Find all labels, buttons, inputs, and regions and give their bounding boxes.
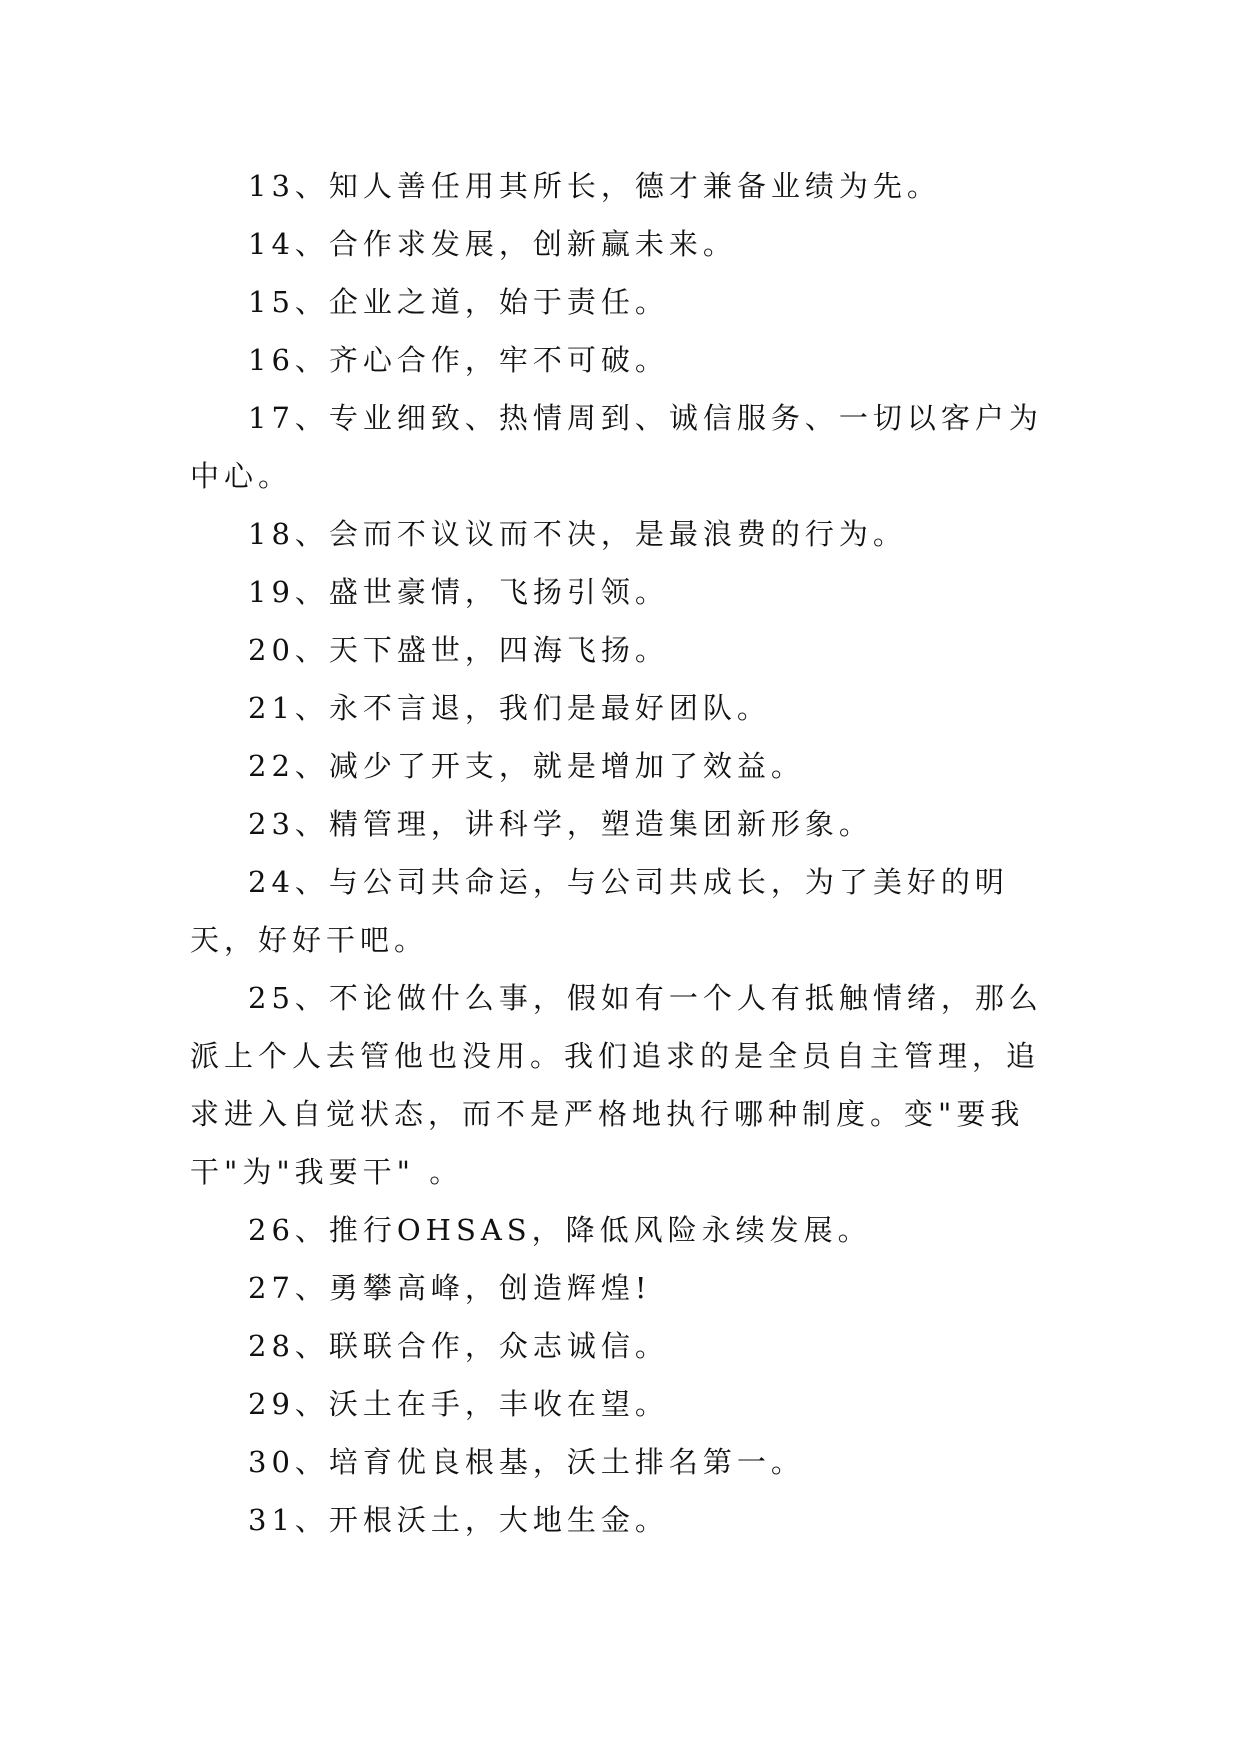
slogan-16: 16、齐心合作，牢不可破。 [248,343,669,377]
slogan-22: 22、减少了开支，就是增加了效益。 [248,749,805,783]
slogan-26: 26、推行OHSAS，降低风险永续发展。 [248,1213,872,1247]
slogan-24: 24、与公司共命运，与公司共成长，为了美好的明天，好好干吧。 [190,865,1009,957]
slogan-20: 20、天下盛世，四海飞扬。 [248,633,669,667]
slogan-14: 14、合作求发展，创新赢未来。 [248,227,737,261]
slogan-29: 29、沃土在手，丰收在望。 [248,1387,669,1421]
slogan-13: 13、知人善任用其所长，德才兼备业绩为先。 [248,169,941,203]
document-body [190,157,1070,1549]
slogan-31: 31、开根沃土，大地生金。 [248,1503,669,1537]
slogan-30: 30、培育优良根基，沃土排名第一。 [248,1445,805,1479]
slogan-21: 21、永不言退，我们是最好团队。 [248,691,771,725]
slogan-25: 25、不论做什么事，假如有一个人有抵触情绪，那么派上个人去管他也没用。我们追求的是全员自主管理，追求进入自觉状态，而不是严格地执行哪种制度。变"要我干"为"我要干" 。 [190,981,1043,1189]
slogan-15: 15、企业之道，始于责任。 [248,285,669,319]
slogan-27: 27、勇攀高峰，创造辉煌! [248,1271,652,1305]
slogan-28: 28、联联合作，众志诚信。 [248,1329,669,1363]
slogan-23: 23、精管理，讲科学，塑造集团新形象。 [248,807,873,841]
slogan-17: 17、专业细致、热情周到、诚信服务、一切以客户为中心。 [190,401,1043,493]
slogan-19: 19、盛世豪情，飞扬引领。 [248,575,669,609]
slogan-18: 18、会而不议议而不决，是最浪费的行为。 [248,517,907,551]
